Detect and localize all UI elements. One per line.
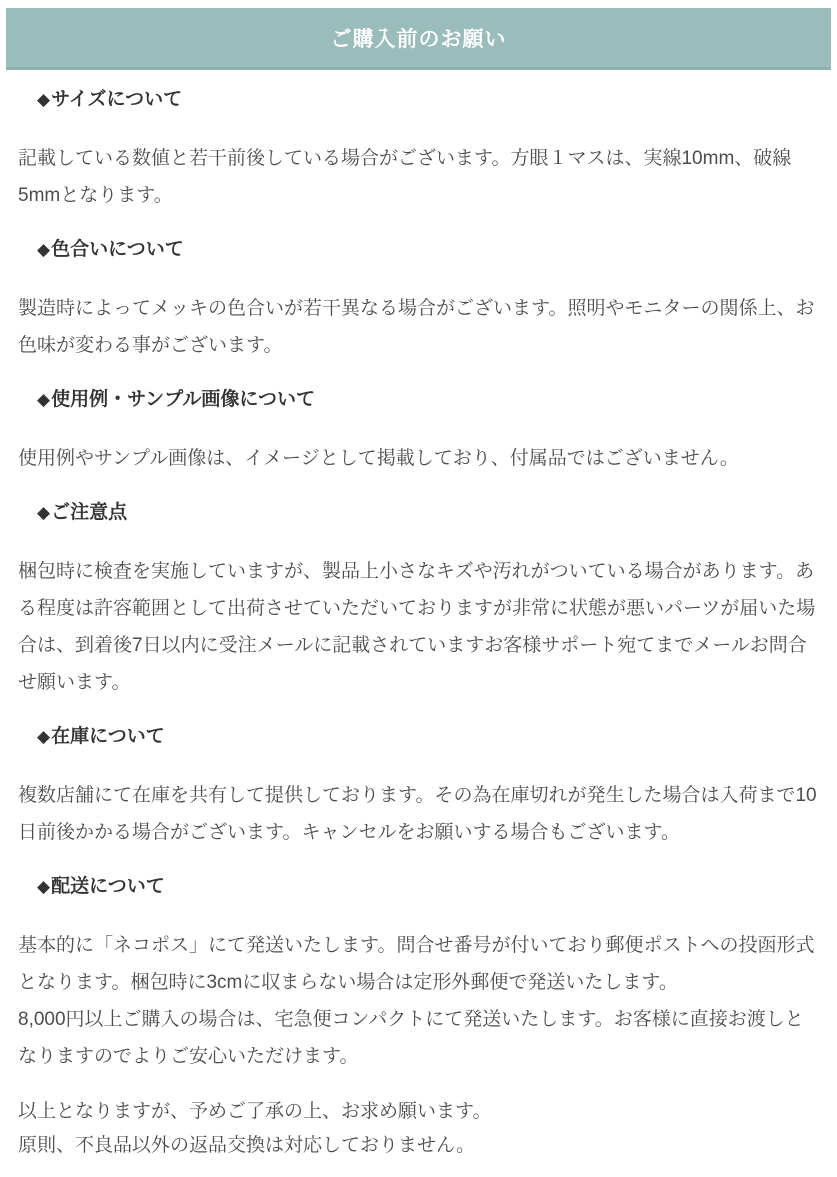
section-stock xyxy=(18,723,817,851)
section-heading-label: 配送について xyxy=(51,876,165,897)
closing-note xyxy=(18,1095,817,1163)
section-color xyxy=(18,236,817,364)
section-heading-shipping xyxy=(18,873,817,901)
section-heading-size xyxy=(18,86,817,114)
diamond-icon: ◆ xyxy=(37,390,51,409)
section-heading-label: 色合いについて xyxy=(51,239,184,260)
section-heading-sample-images xyxy=(18,386,817,414)
paragraph-text: 8,000円以上ご購入の場合は、宅急便コンパクトにて発送いたします。お客様に直接お渡しとなりますのでよりご安心いただけます。 xyxy=(18,1009,804,1067)
paragraph-text: 製造時によってメッキの色合いが若干異なる場合がございます。照明やモニターの関係上、お色味が変わる事がございます。 xyxy=(18,298,815,356)
section-paragraph xyxy=(18,440,817,477)
section-heading-label: 在庫について xyxy=(51,726,165,747)
section-sample-images xyxy=(18,386,817,477)
notice-header-band xyxy=(6,8,831,70)
section-paragraph xyxy=(18,927,817,1075)
purchase-notice-page xyxy=(0,8,837,1177)
section-heading-caution xyxy=(18,499,817,527)
diamond-icon: ◆ xyxy=(37,90,51,109)
diamond-icon: ◆ xyxy=(37,240,51,259)
section-heading-stock xyxy=(18,723,817,751)
section-heading-color xyxy=(18,236,817,264)
section-heading-label: サイズについて xyxy=(51,89,183,110)
section-caution xyxy=(18,499,817,701)
paragraph-text: 梱包時に検査を実施していますが、製品上小さなキズや汚れがついている場合があります。ある程度は許容範囲として出荷させていただいておりますが非常に状態が悪いパーツが届いた場合は、到着後7日以内に受注メールに記載されていますお客様サポート宛てまでメールお問合せ願います。 xyxy=(18,561,816,693)
section-heading-label: 使用例・サンプル画像について xyxy=(51,389,315,410)
closing-note-line: 以上となりますが、予めご了承の上、お求め願います。 xyxy=(18,1101,492,1122)
diamond-icon: ◆ xyxy=(37,877,51,896)
section-paragraph xyxy=(18,777,817,851)
paragraph-text: 複数店舗にて在庫を共有して提供しております。その為在庫切れが発生した場合は入荷まで10日前後かかる場合がございます。キャンセルをお願いする場合もございます。 xyxy=(18,785,817,843)
paragraph-text: 基本的に「ネコポス」にて発送いたします。問合せ番号が付いており郵便ポストへの投函形式となります。梱包時に3cmに収まらない場合は定形外郵便で発送いたします。 xyxy=(18,935,815,993)
section-shipping xyxy=(18,873,817,1075)
section-heading-label: ご注意点 xyxy=(51,502,128,523)
section-paragraph xyxy=(18,140,817,214)
paragraph-text: 記載している数値と若干前後している場合がございます。方眼１マスは、実線10mm、破線5mmとなります。 xyxy=(18,148,792,206)
notice-header-title: ご購入前のお願い xyxy=(330,27,507,51)
diamond-icon: ◆ xyxy=(37,503,51,522)
section-paragraph xyxy=(18,290,817,364)
diamond-icon: ◆ xyxy=(37,727,51,746)
section-size xyxy=(18,86,817,214)
closing-note-line: 原則、不良品以外の返品交換は対応しておりません。 xyxy=(18,1135,476,1156)
section-paragraph xyxy=(18,553,817,701)
paragraph-text: 使用例やサンプル画像は、イメージとして掲載しており、付属品ではございません。 xyxy=(18,448,739,469)
notice-content xyxy=(0,86,837,1177)
